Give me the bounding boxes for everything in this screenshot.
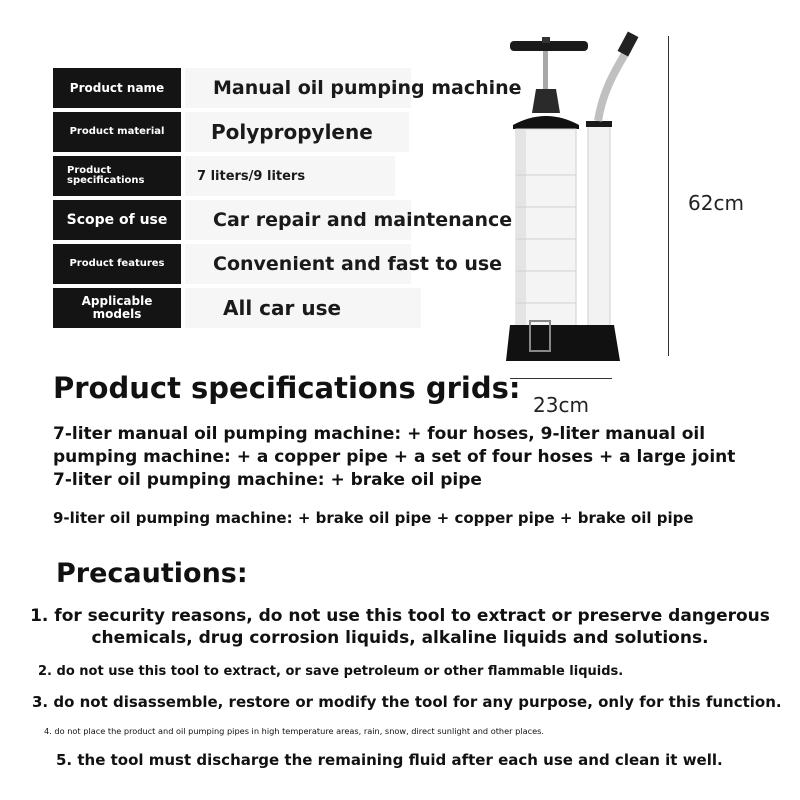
precaution-item-3: 3. do not disassemble, restore or modify the tool for any purpose, only for this function. <box>32 693 782 711</box>
spec-row-applicable-models <box>53 288 383 328</box>
precaution-item-2: 2. do not use this tool to extract, or save petroleum or other flammable liquids. <box>38 664 624 679</box>
spec-row-product-name <box>53 68 522 108</box>
width-dimension: 23cm <box>533 393 589 417</box>
spec-label: Scope of use <box>53 200 181 240</box>
spec-label: Product features <box>53 244 181 284</box>
precaution-item-5: 5. the tool must discharge the remaining fluid after each use and clean it well. <box>56 751 723 769</box>
height-dimension: 62cm <box>688 191 744 215</box>
spec-value: Convenient and fast to use <box>185 244 411 284</box>
spec-row-product-material <box>53 112 383 152</box>
precaution-item-4: 4. do not place the product and oil pumping pipes in high temperature areas, rain, snow, direct sunlight and other places. <box>44 726 545 736</box>
grids-heading: Product specifications grids: <box>53 371 521 405</box>
grids-line-2: 9-liter oil pumping machine: + brake oil pipe + copper pipe + brake oil pipe <box>53 509 694 527</box>
width-dimension-line <box>510 378 612 379</box>
grids-line-1: 7-liter manual oil pumping machine: + four hoses, 9-liter manual oil pumping machine: + a copper pipe + a set of four hoses + a large joint 7-liter oil pumping machine: + brake oil pipe <box>53 424 736 490</box>
spec-value: Car repair and maintenance <box>185 200 411 240</box>
spec-label: Applicable models <box>53 288 181 328</box>
spec-row-product-specifications <box>53 156 383 196</box>
spec-value: Manual oil pumping machine <box>185 68 411 108</box>
spec-label: Product specifications <box>53 156 181 196</box>
spec-row-product-features <box>53 244 503 284</box>
precaution-item-1: 1. for security reasons, do not use this tool to extract or preserve dangerous chemicals, drug corrosion liquids, alkaline liquids and solutions. <box>30 606 770 648</box>
spec-value: Polypropylene <box>185 112 409 152</box>
spec-label: Product material <box>53 112 181 152</box>
precautions-heading: Precautions: <box>56 558 248 589</box>
spec-value: All car use <box>185 288 421 328</box>
spec-value: 7 liters/9 liters <box>185 156 395 196</box>
spec-label: Product name <box>53 68 181 108</box>
oil-pump-image <box>490 25 660 370</box>
height-dimension-line <box>668 36 669 356</box>
spec-row-scope-of-use <box>53 200 513 240</box>
